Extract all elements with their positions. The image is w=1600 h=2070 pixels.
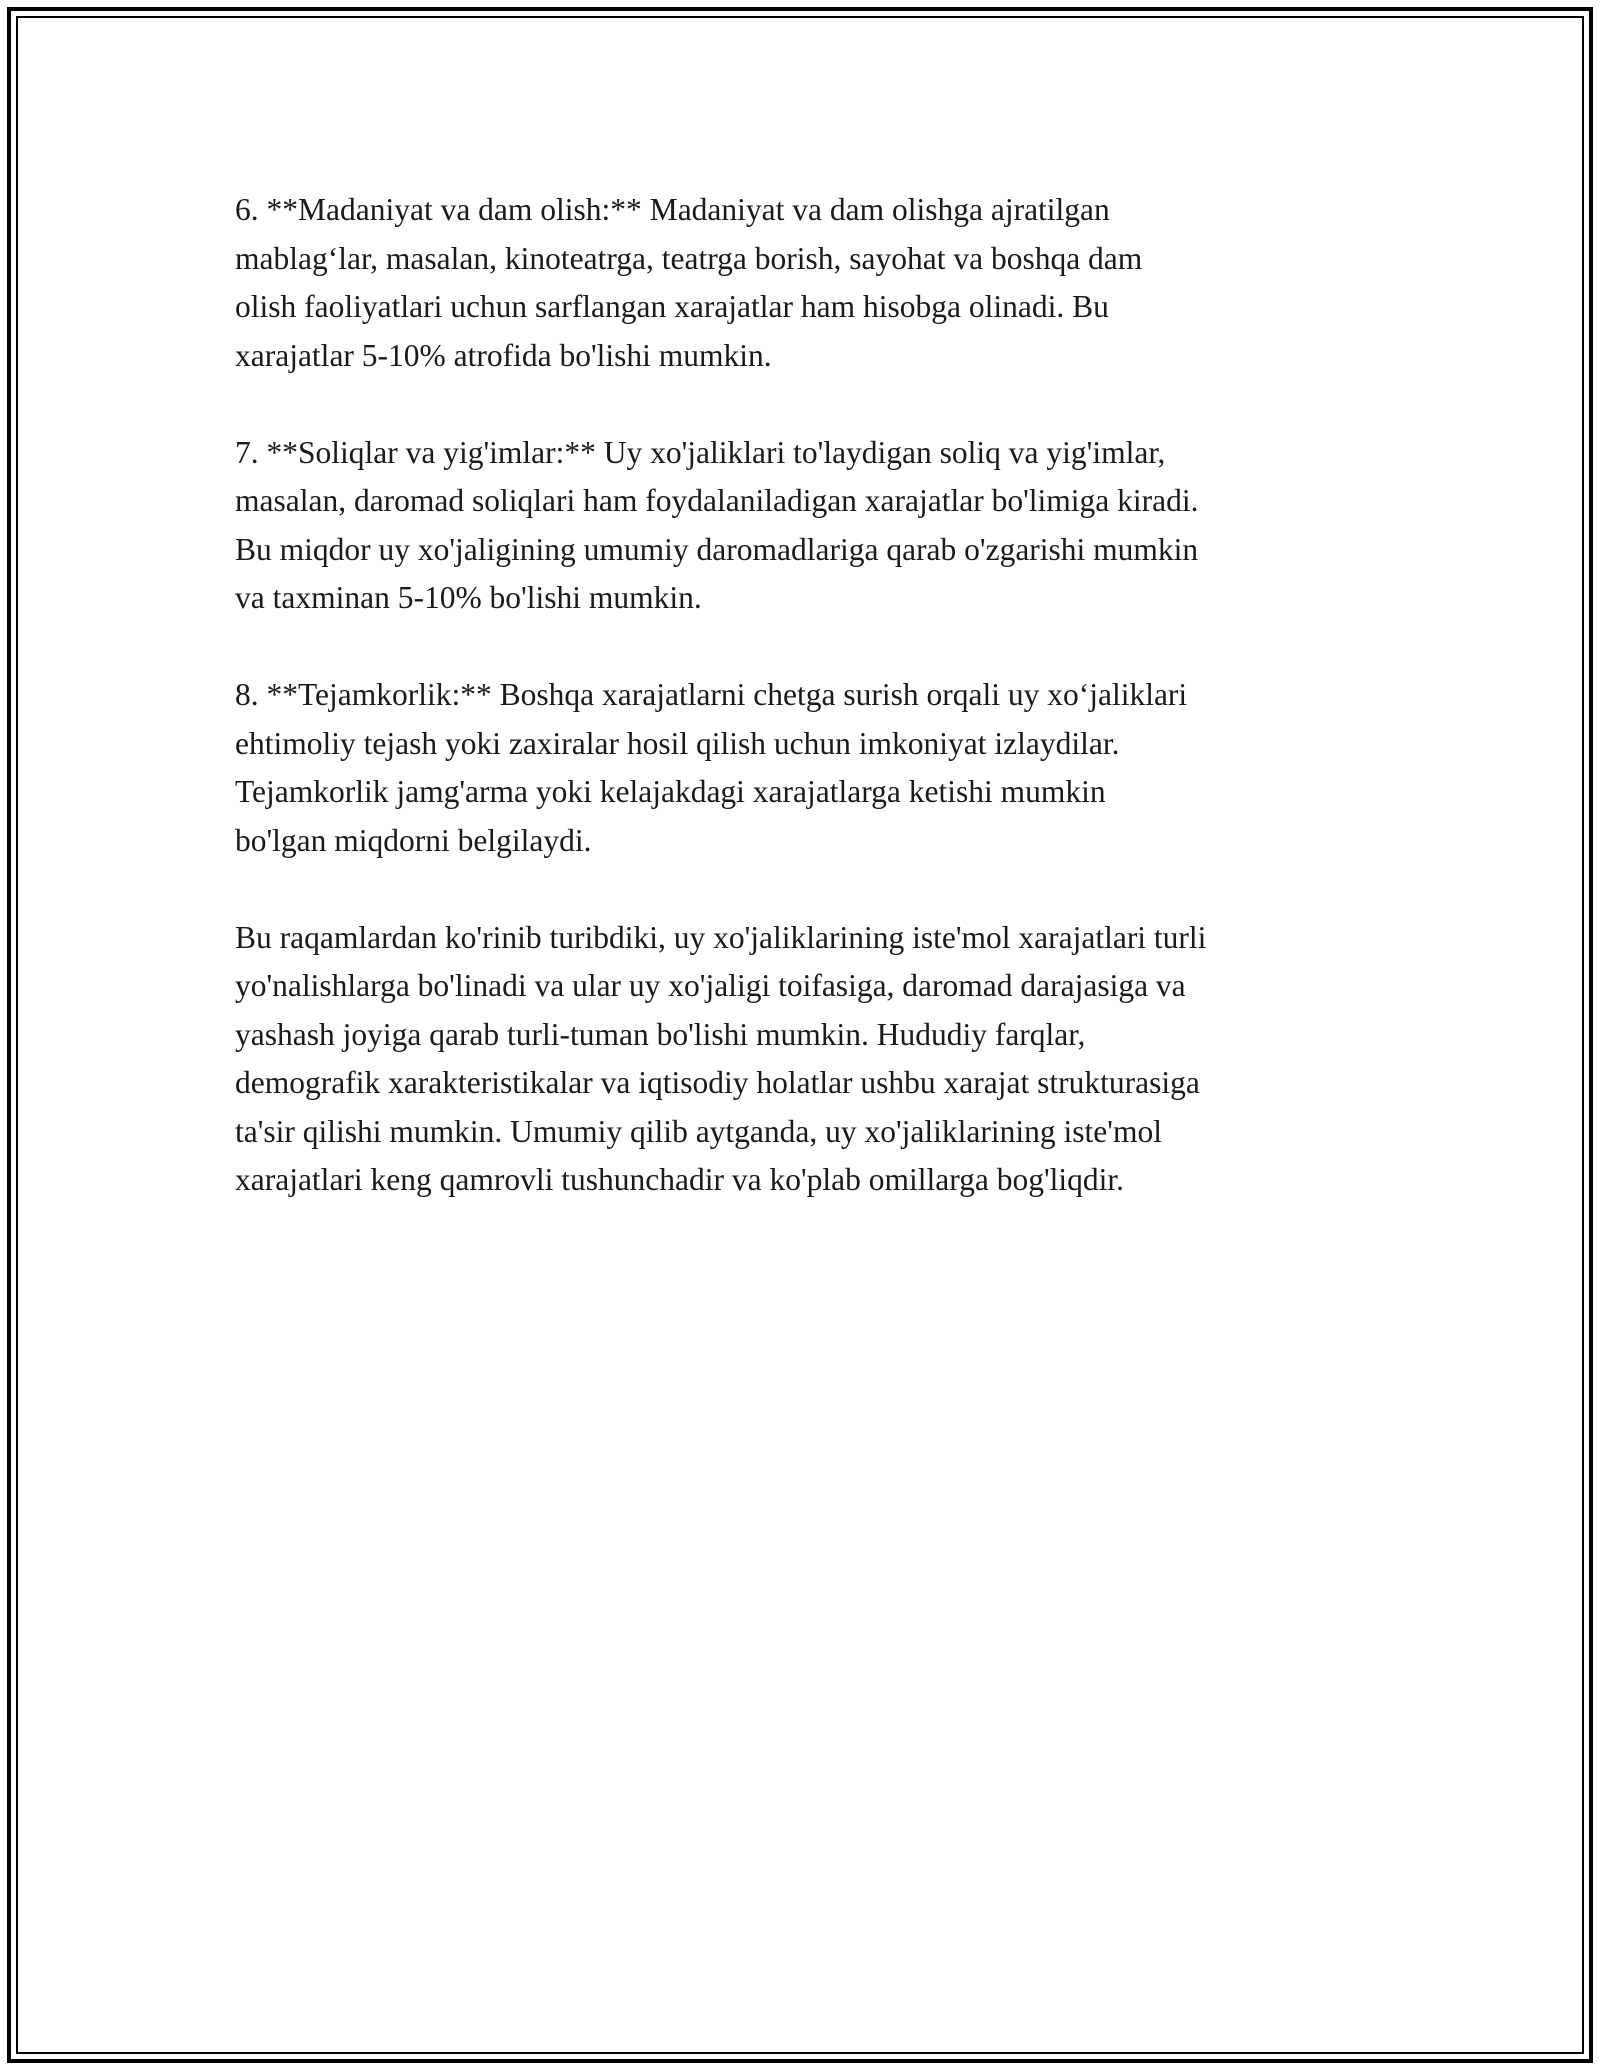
paragraph-savings: 8. **Tejamkorlik:** Boshqa xarajatlarni chetga surish orqali uy xo‘jaliklari ehtimoliy tejash yoki zaxiralar hosil qilish uchun imkoniyat izlaydilar. Tejamkorlik jamg'arma yoki kelajakdagi xarajatlarga ketishi mumkin bo'lgan miqdorni belgilaydi.	[235, 677, 1188, 858]
paragraph-conclusion: Bu raqamlardan ko'rinib turibdiki, uy xo'jaliklarining iste'mol xarajatlari turli yo'nalishlarga bo'linadi va ular uy xo'jaligi toifasiga, daromad darajasiga va yashash joyiga qarab turli-tuman bo'lishi mumkin. Hududiy farqlar, demografik xarakteristikalar va iqtisodiy holatlar ushbu xarajat strukturasiga ta'sir qilishi mumkin. Umumiy qilib aytganda, uy xo'jaliklarining iste'mol xarajatlari keng qamrovli tushunchadir va ko'plab omillarga bog'liqdir.	[235, 919, 1207, 1197]
document-body	[235, 186, 1385, 1205]
paragraph-culture-leisure: 6. **Madaniyat va dam olish:** Madaniyat va dam olishga ajratilgan mablag‘lar, masalan, kinoteatrga, teatrga borish, sayohat va boshqa dam olish faoliyatlari uchun sarflangan xarajatlar ham hisobga olinadi. Bu xarajatlar 5-10% atrofida bo'lishi mumkin.	[235, 192, 1143, 373]
paragraph-taxes-fees: 7. **Soliqlar va yig'imlar:** Uy xo'jaliklari to'laydigan soliq va yig'imlar, masalan, daromad soliqlari ham foydalaniladigan xarajatlar bo'limiga kiradi. Bu miqdor uy xo'jaligining umumiy daromadlariga qarab o'zgarishi mumkin va taxminan 5-10% bo'lishi mumkin.	[235, 434, 1199, 615]
